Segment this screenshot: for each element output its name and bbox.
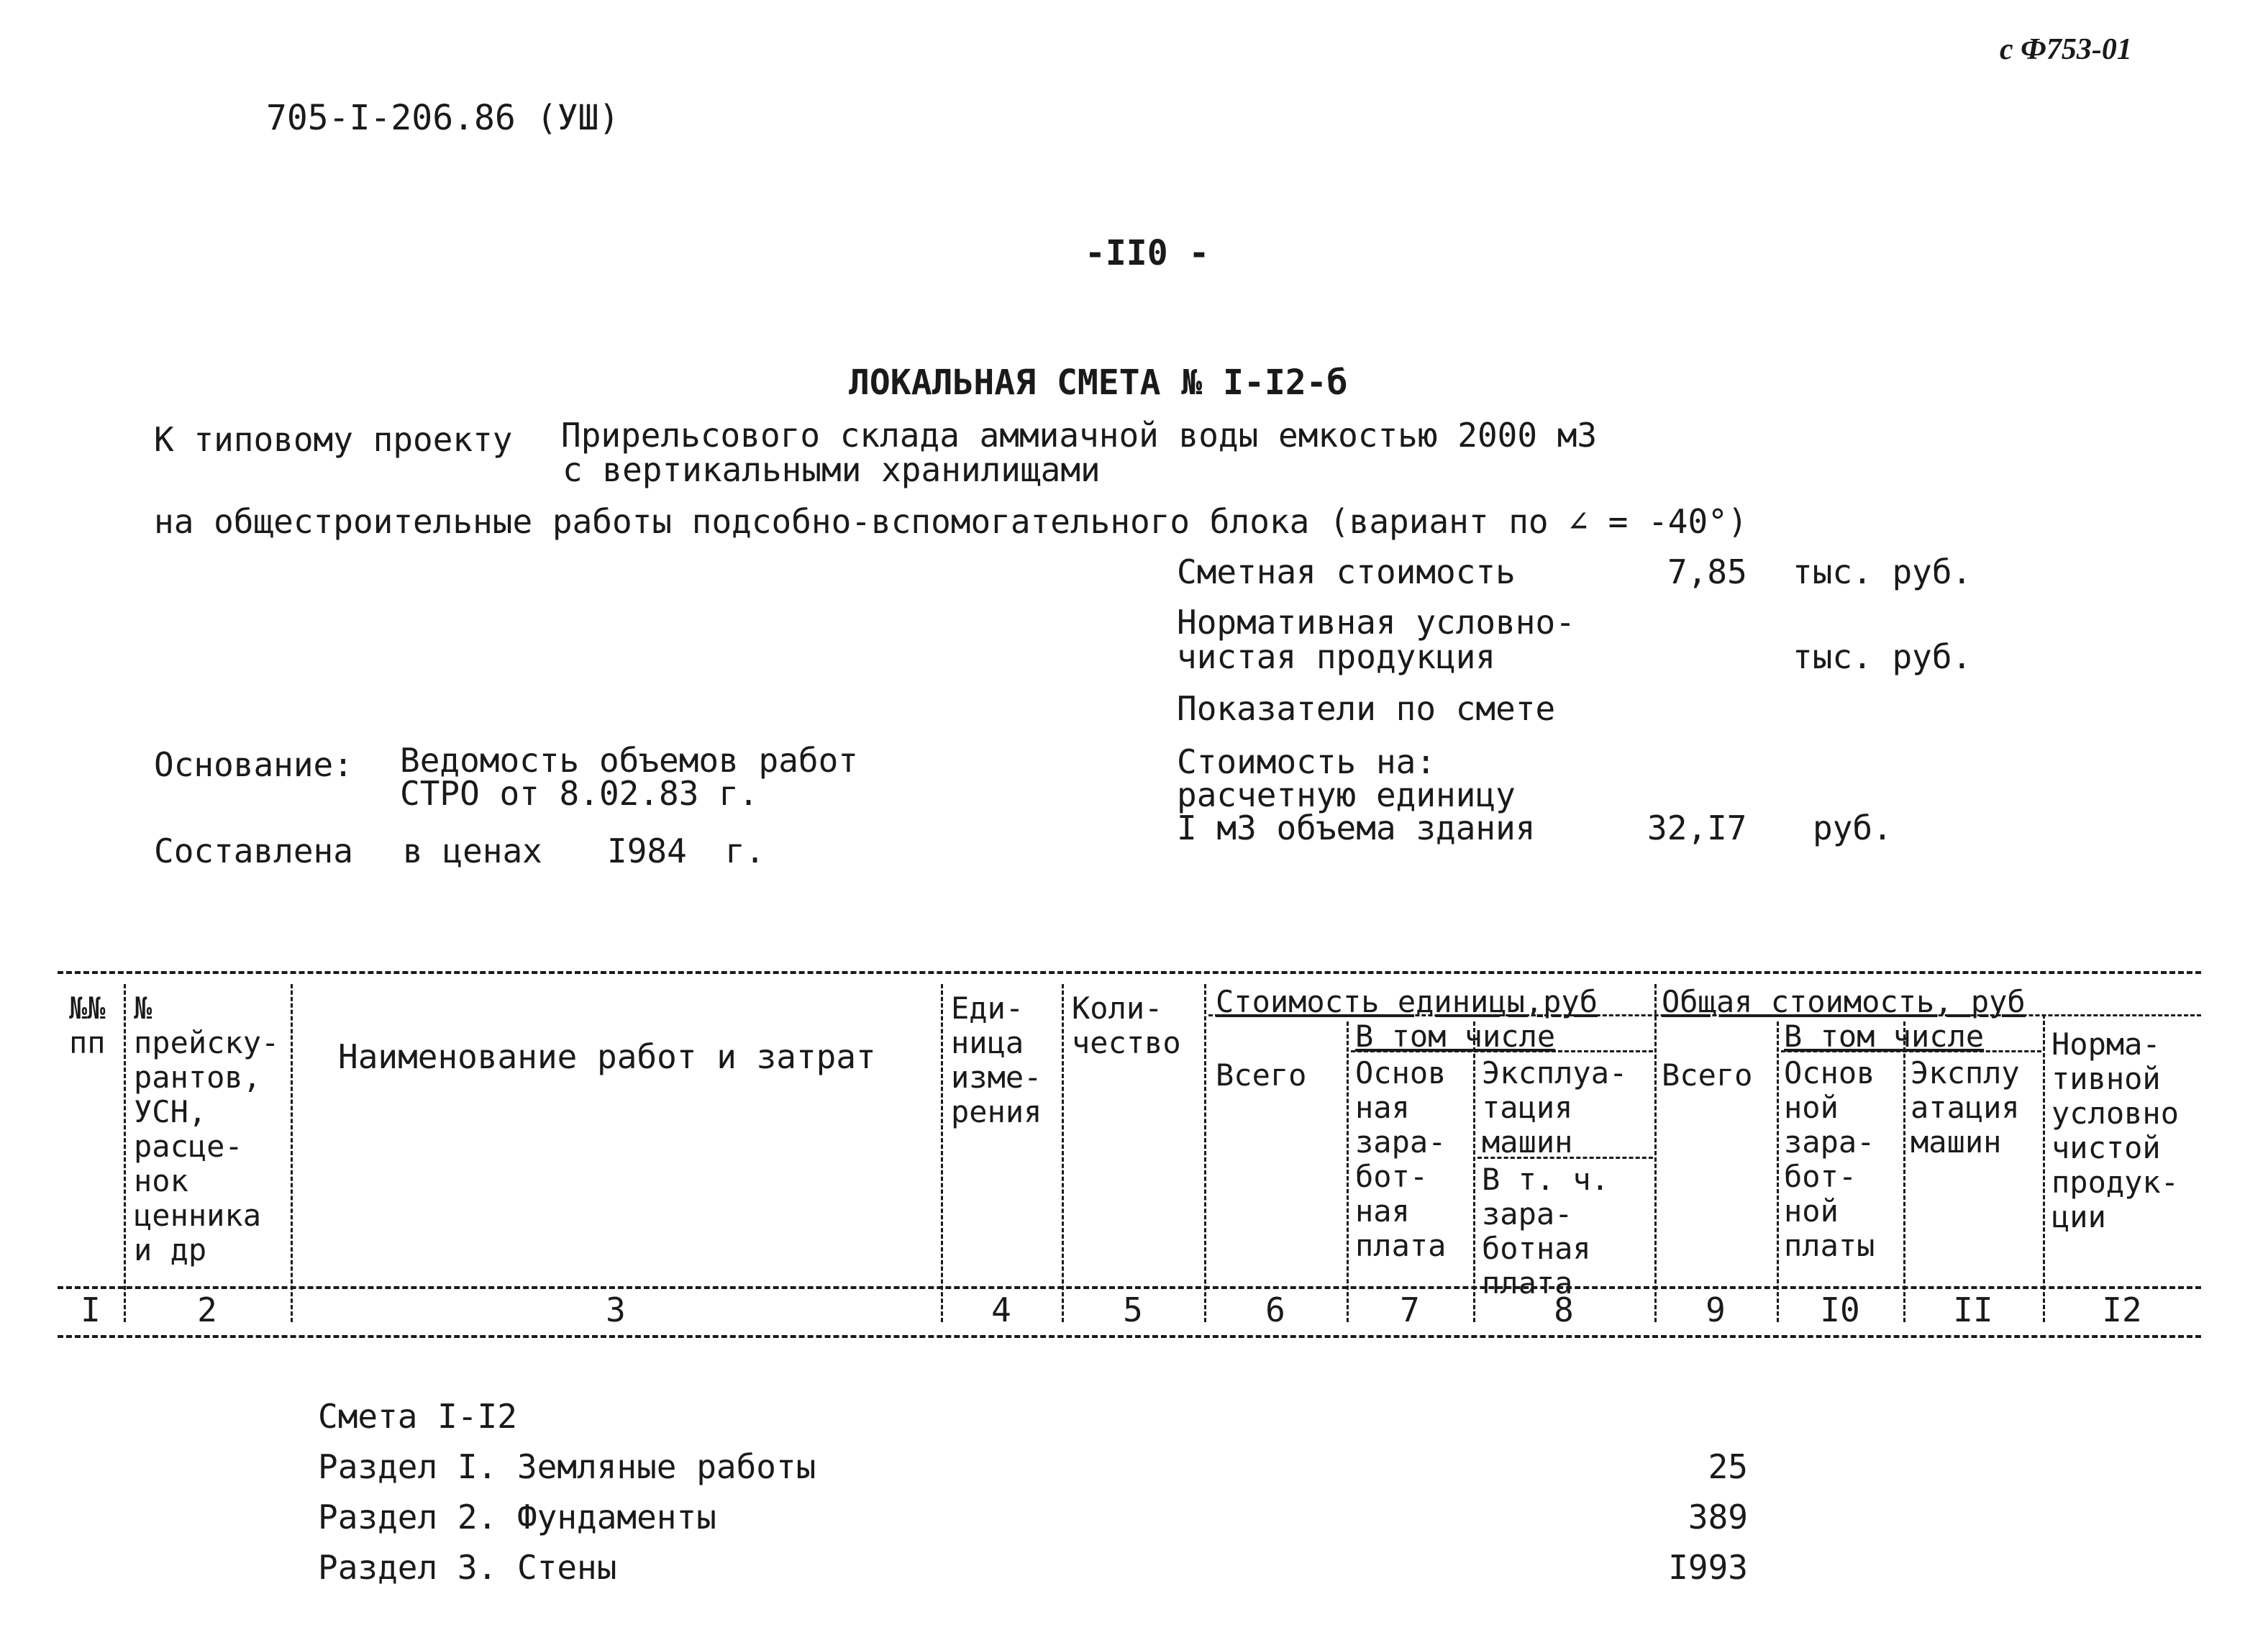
divider [1204, 984, 1206, 1322]
colnum-5: 5 [1123, 1290, 1143, 1329]
page-number: -II0 - [1085, 233, 1210, 273]
header-col-6: Всего [1216, 1057, 1307, 1093]
colnum-8: 8 [1554, 1290, 1574, 1329]
divider [124, 984, 126, 1322]
header-col-10: Основ ной зара- бот- ной платы [1784, 1055, 1875, 1263]
divider [1473, 1021, 1475, 1322]
colnum-6: 6 [1265, 1290, 1285, 1329]
prices-suffix: г. [725, 832, 765, 870]
colnum-3: 3 [606, 1290, 626, 1329]
divider [291, 984, 293, 1322]
section-row-value: 389 [1688, 1498, 1748, 1537]
header-incl-unit: В том числе [1355, 1019, 1556, 1054]
smeta-label: Смета I-I2 [318, 1397, 517, 1436]
cost-per-line1: Стоимость на: [1177, 742, 1436, 781]
estimated-cost-label: Сметная стоимость [1177, 552, 1516, 591]
basis-label: Основание: [154, 745, 353, 784]
header-col-11: Эксплу атация машин [1911, 1055, 2020, 1160]
colnum-11: II [1953, 1290, 1993, 1329]
colnum-10: I0 [1820, 1290, 1860, 1329]
prices-label: Составлена [154, 832, 353, 870]
cost-per-unit: руб. [1813, 809, 1893, 847]
divider [2043, 1014, 2045, 1322]
colnum-7: 7 [1400, 1290, 1420, 1329]
header-col-5: Коли- чество [1072, 991, 1181, 1060]
header-col-8-bottom: В т. ч. зара- ботная плата [1482, 1162, 1610, 1301]
normative-label-line1: Нормативная условно- [1177, 603, 1575, 642]
header-col-2: № прейску- рантов, УСН, расце- нок ценника и др [134, 991, 280, 1267]
divider [1777, 1021, 1779, 1322]
column-numbers-bottom-rule [58, 1335, 2201, 1338]
divider [1347, 1021, 1349, 1322]
indicators-label: Показатели по смете [1177, 689, 1556, 728]
colnum-9: 9 [1705, 1290, 1726, 1329]
project-label: К типовому проекту [154, 420, 513, 459]
header-col-4: Еди- ница изме- рения [951, 991, 1042, 1129]
header-col-12: Норма- тивной условно чистой продук- ции [2051, 1026, 2180, 1234]
divider [1903, 1021, 1905, 1322]
prices-text: в ценах [403, 832, 542, 870]
header-total-cost-group: Общая стоимость, руб [1662, 984, 2026, 1019]
section-row-label: Раздел 2. Фундаменты [318, 1498, 716, 1537]
header-col-7: Основ ная зара- бот- ная плата [1355, 1055, 1447, 1263]
colnum-4: 4 [991, 1290, 1011, 1329]
cost-per-value: 32,I7 [1647, 809, 1747, 847]
section-row-value: I993 [1668, 1548, 1748, 1587]
cost-per-line2: расчетную единицу [1177, 775, 1516, 814]
estimated-cost-unit: тыс. руб. [1793, 552, 1972, 591]
colnum-2: 2 [197, 1290, 217, 1329]
project-name-line2: с вертикальными хранилищами [563, 450, 1101, 489]
document-heading: ЛОКАЛЬНАЯ СМЕТА № I-I2-б [849, 363, 1348, 403]
prices-year: I984 [607, 832, 687, 870]
basis-line2: СТРО от 8.02.83 г. [400, 774, 759, 813]
section-row-value: 25 [1708, 1447, 1748, 1486]
divider [941, 984, 943, 1322]
normative-label-line2: чистая продукция [1177, 637, 1496, 676]
header-unit-cost-group: Стоимость единицы,руб [1216, 984, 1598, 1019]
section-row-label: Раздел I. Земляные работы [318, 1447, 816, 1486]
header-col-9: Всего [1662, 1057, 1753, 1093]
table-top-rule [58, 971, 2201, 974]
header-col-1: №№ пп [69, 991, 106, 1060]
basis-line1: Ведомость объемов работ [400, 741, 858, 780]
estimated-cost-value: 7,85 [1667, 552, 1747, 591]
section-row-label: Раздел 3. Стены [318, 1548, 617, 1587]
colnum-12: I2 [2102, 1290, 2142, 1329]
divider [1654, 984, 1657, 1322]
header-col-3: Наименование работ и затрат [338, 1037, 876, 1076]
works-description: на общестроительные работы подсобно-вспомогательного блока (вариант по ∠ = -40°) [154, 502, 1748, 541]
divider [1062, 984, 1064, 1322]
archive-stamp: с Ф753-01 [2000, 33, 2132, 66]
normative-unit: тыс. руб. [1793, 637, 1972, 676]
header-col-8-top: Эксплуа- тация машин [1482, 1055, 1628, 1160]
header-incl-total: В том числе [1784, 1019, 1985, 1054]
header-bottom-rule [58, 1286, 2201, 1289]
cost-per-line3: I м3 объема здания [1177, 809, 1536, 847]
project-name-line1: Прирельсового склада аммиачной воды емкостью 2000 м3 [561, 416, 1598, 455]
colnum-1: I [81, 1290, 101, 1329]
document-code: 705-I-206.86 (УШ) [266, 98, 620, 138]
